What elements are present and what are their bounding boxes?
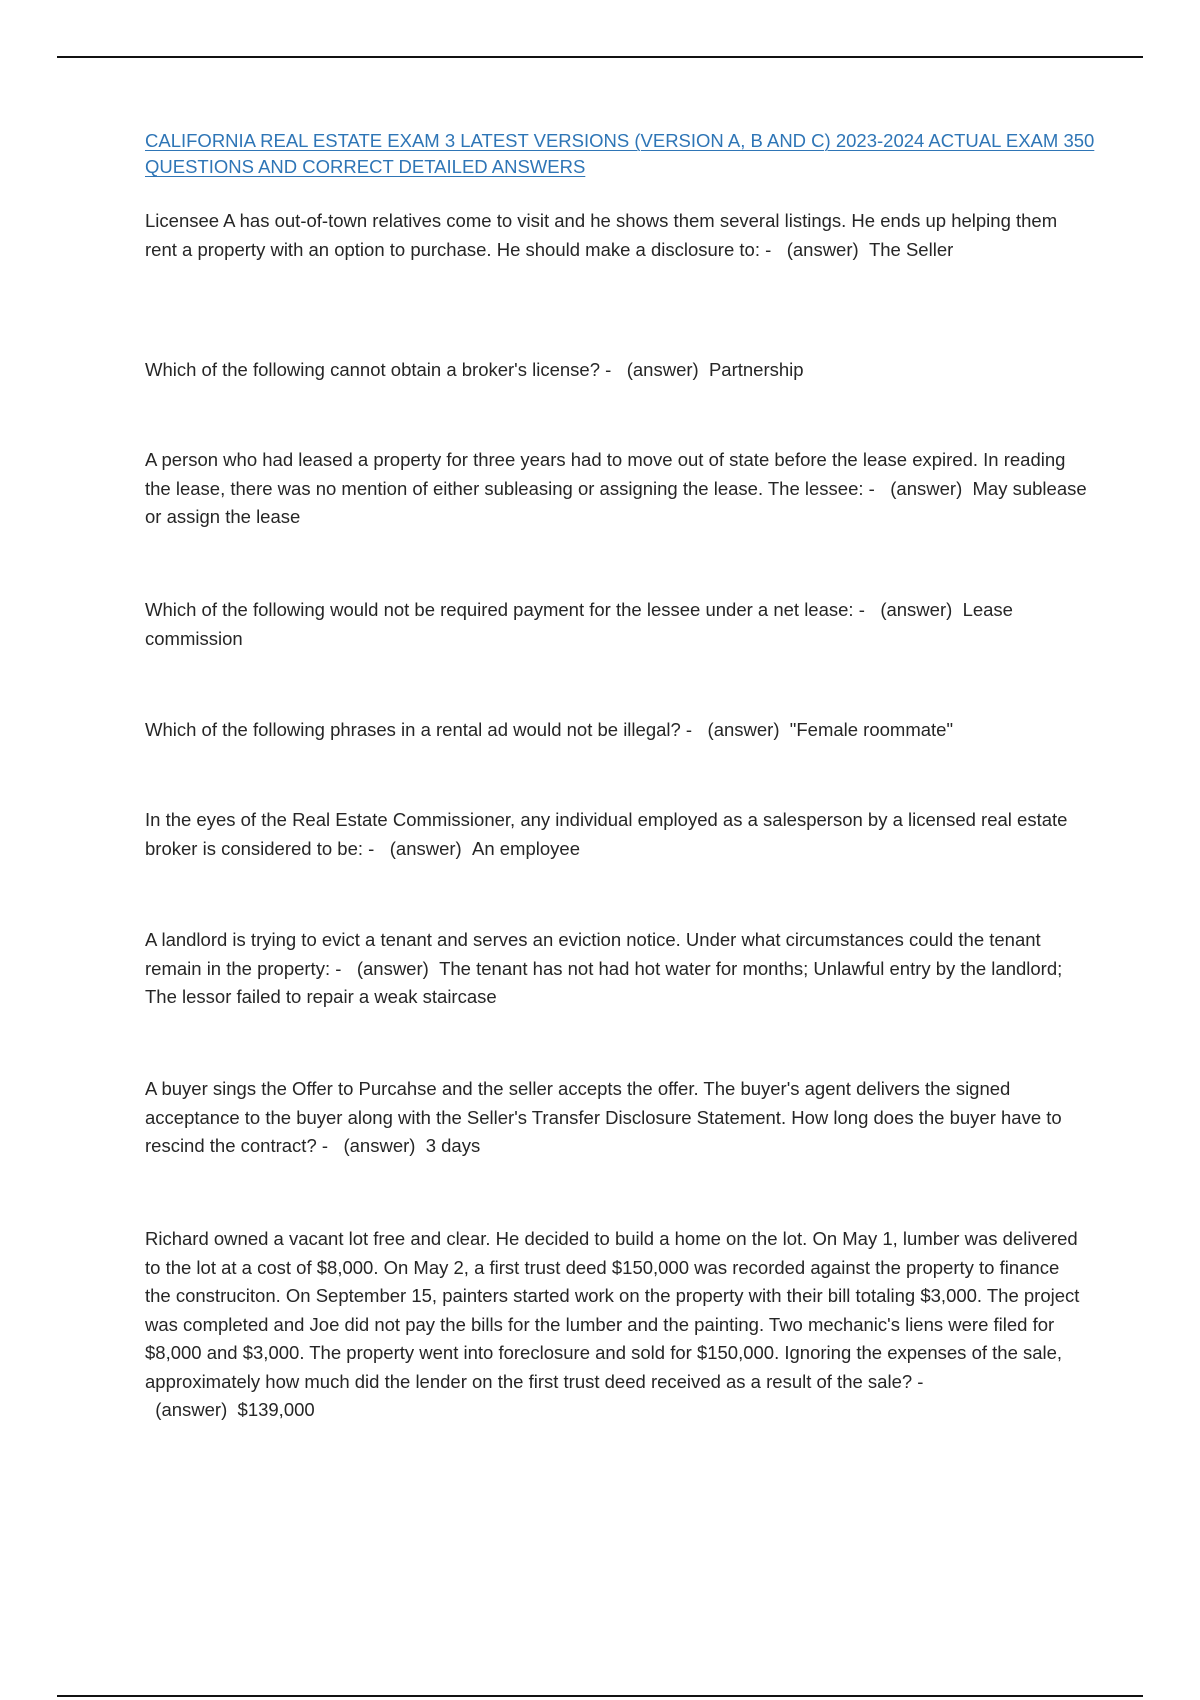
answer-text: 3 days — [425, 1135, 481, 1156]
separator: - — [759, 238, 777, 260]
separator: - — [680, 719, 698, 740]
answer-text: $139,000 — [237, 1399, 315, 1420]
question-text: A person who had leased a property for three years had to move out of state before the lease expired. In reading the lease, there was no mention of either subleasing or assigning the lease. The lessee: — [145, 449, 1066, 499]
top-rule — [57, 56, 1143, 58]
qa-item — [145, 446, 1090, 532]
separator: - — [863, 477, 880, 499]
qa-item — [145, 1225, 1090, 1425]
answer-text: "Female roommate" — [789, 719, 954, 740]
answer-marker: (answer) — [626, 359, 699, 380]
bottom-rule — [57, 1695, 1143, 1697]
question-text: Licensee A has out-of-town relatives come to visit and he shows them several listings. He ends up helping them rent a property with an option to purchase. He should make a disclosure to: — [145, 210, 1058, 260]
answer-marker: (answer) — [707, 719, 780, 740]
answer-text: Lease commission — [145, 599, 1013, 649]
separator: - — [363, 837, 380, 859]
answer-text: May sublease or assign the lease — [145, 477, 1087, 527]
question-text: Which of the following would not be required payment for the lessee under a net lease: — [145, 599, 854, 620]
answer-marker: (answer) — [880, 599, 953, 620]
answer-marker: (answer) — [343, 1135, 416, 1156]
qa-item — [145, 926, 1090, 1012]
separator: - — [912, 1370, 924, 1392]
separator: - — [316, 1135, 334, 1156]
question-text: Which of the following phrases in a rental ad would not be illegal? — [145, 719, 681, 740]
qa-item — [145, 596, 1090, 653]
document-title: CALIFORNIA REAL ESTATE EXAM 3 LATEST VERSIONS (VERSION A, B AND C) 2023-2024 ACTUAL EXAM 350 QUESTIONS AND CORRECT DETAILED ANSWERS — [145, 130, 1095, 177]
answer-marker: (answer) — [786, 238, 859, 260]
question-text: Richard owned a vacant lot free and clear. He decided to build a home on the lot. On May 1, lumber was delivered to the lot at a cost of $8,000. On May 2, a first trust deed $150,000 was recorded against the property to finance the construciton. On September 15, painters started work on the property with their bill totaling $3,000. The project was completed and Joe did not pay the bills for the lumber and the painting. Two mechanic's liens were filed for $8,000 and $3,000. The property went into foreclosure and sold for $150,000. Ignoring the expenses of the sale, approximately how much did the lender on the first trust deed received as a result of the sale? — [145, 1228, 1080, 1392]
answer-text: Partnership — [708, 359, 804, 380]
qa-item — [145, 356, 1090, 385]
separator: - — [853, 599, 871, 620]
question-text: Which of the following cannot obtain a broker's license? — [145, 359, 600, 380]
separator: - — [330, 957, 347, 979]
answer-marker: (answer) — [356, 957, 429, 979]
answer-text: An employee — [472, 837, 580, 859]
answer-text: The Seller — [868, 238, 954, 260]
qa-item — [145, 1075, 1090, 1161]
qa-item — [145, 806, 1090, 863]
answer-text: The tenant has not had hot water for months; Unlawful entry by the landlord; The lessor failed to repair a weak staircase — [145, 957, 1063, 1007]
separator: - — [599, 359, 617, 380]
answer-marker: (answer) — [389, 837, 462, 859]
answer-marker: (answer) — [890, 477, 963, 499]
question-text: A buyer sings the Offer to Purcahse and the seller accepts the offer. The buyer's agent delivers the signed acceptance to the buyer along with the Seller's Transfer Disclosure Statement. How long does the buyer have to rescind the contract? — [145, 1078, 1062, 1156]
qa-item — [145, 207, 1090, 264]
qa-item — [145, 716, 1090, 745]
question-text: A landlord is trying to evict a tenant and serves an eviction notice. Under what circumstances could the tenant remain in the property: — [145, 929, 1041, 979]
answer-marker: (answer) — [155, 1399, 228, 1420]
question-text: In the eyes of the Real Estate Commissioner, any individual employed as a salesperson by a licensed real estate broker is considered to be: — [145, 809, 1068, 859]
